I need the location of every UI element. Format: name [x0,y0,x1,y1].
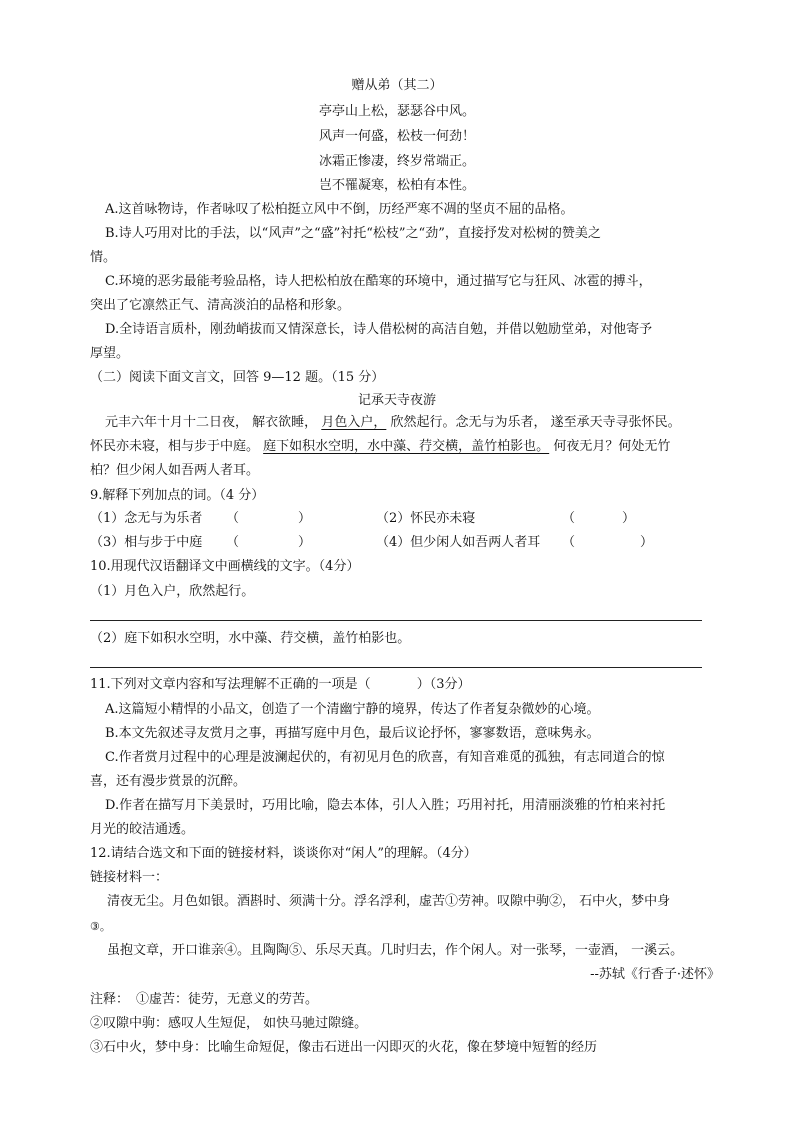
poem-option-c: C.环境的恶劣最能考验品格，诗人把松柏放在酷寒的环境中，通过描写它与狂风、冰雹的搏斗， [105,274,652,289]
q10-sentence-2: （2）庭下如积水空明，水中藻、荇交横，盖竹柏影也。 [90,631,411,646]
underlined-sentence-1: 月色入户， [321,415,387,430]
q11-option-c: C.作者赏月过程中的心理是波澜起伏的，有初见月色的欣喜，有知音难觅的孤独，有志同道合的惊 [105,750,665,765]
q11-option-c-cont: 喜，还有漫步赏景的沉醉。 [90,774,247,789]
note-2: ②叹隙中驹：感叹人生短促， 如快马驰过隙缝。 [90,1016,368,1031]
answer-line-2[interactable] [90,667,702,668]
q12-stem: 12.请结合选文和下面的链接材料，谈谈你对“闲人”的理解。（4分） [90,846,477,861]
passage-line-3: 柏？但少闲人如吾两人者耳。 [90,463,260,478]
passage-line-2 [90,438,670,455]
q9-blank-1-close: ） [298,511,312,526]
passage-text: 怀民亦未寝，相与步于中庭。 [90,439,260,454]
lyric-source: --苏轼《行香子·述怀》 [590,967,720,982]
poem-option-d-cont: 厚望。 [90,346,130,361]
q9-blank-3-open: （ [226,535,240,550]
q9-item-2: （2）怀民亦未寝 [376,511,476,526]
passage-line-1 [105,414,681,431]
q9-item-4: （4）但少闲人如吾两人者耳 [376,535,541,550]
q11-option-d: D.作者在描写月下美景时，巧用比喻，隐去本体，引人入胜；巧用衬托，用清丽淡雅的竹柏来衬托 [105,798,666,813]
link-material-label: 链接材料一： [90,870,169,885]
q11-option-b: B.本文先叙述寻友赏月之事，再描写庭中月色，最后议论抒怀，寥寥数语，意味隽永。 [105,726,600,741]
q9-item-3: （3）相与步于中庭 [90,535,203,550]
section-heading: （二）阅读下面文言文，回答 9—12 题。（15 分） [90,370,385,385]
q11-stem-score: ）（3分） [416,677,471,692]
note-3: ③石中火，梦中身：比喻生命短促，像击石迸出一闪即灭的火花，像在梦境中短暂的经历 [90,1040,598,1055]
poem-option-d: D.全诗语言质朴，刚劲峭拔而又情深意长，诗人借松树的高洁自勉，并借以勉励堂弟，对他寄予 [105,322,653,337]
passage-text: 欣然起行。念无与为乐者， [390,415,547,430]
passage-text: 解衣欲睡， [252,415,318,430]
poem-line-4: 岂不罹凝寒，松柏有本性。 [318,178,475,193]
q11-option-d-cont: 月光的皎洁通透。 [90,822,195,837]
answer-line-1[interactable] [90,620,702,621]
q9-item-1: （1）念无与为乐者 [90,511,203,526]
q11-stem-text: 11.下列对文章内容和写法理解不正确的一项是（ [90,677,371,692]
poem-line-2: 风声一何盛，松枝一何劲！ [318,129,475,144]
passage-text: 遂至承天寺寻张怀民。 [550,415,681,430]
q11-stem [90,676,470,693]
passage-title: 记承天寺夜游 [357,393,436,408]
q9-blank-2-close: ） [622,511,636,526]
q9-blank-2-open: （ [562,511,576,526]
lyric-line-2: 虽抱文章，开口谁亲④。且陶陶⑤、乐尽天真。几时归去，作个闲人。对一张琴，一壶酒， 一溪云。 [107,943,684,958]
lyric-line-1-cont: ③。 [90,920,111,933]
poem-option-b: B.诗人巧用对比的手法，以“风声”之“盛”衬托“松枝”之“劲”，直接抒发对松树的赞美之 [105,226,601,241]
lyric-line-1: 清夜无尘。月色如银。酒斟时、须满十分。浮名浮利，虚苦①劳神。叹隙中驹②， 石中火，梦中身 [107,894,671,909]
underlined-sentence-2: 庭下如积水空明，水中藻、荇交横，盖竹柏影也。 [263,439,550,454]
poem-option-b-cont: 情。 [90,250,117,265]
poem-line-3: 冰霜正惨凄，终岁常端正。 [318,154,475,169]
poem-title: 赠从弟（其二） [351,78,443,93]
note-1: ①虚苦：徒劳，无意义的劳苦。 [136,992,319,1007]
q9-blank-4-close: ） [640,535,654,550]
q9-blank-3-close: ） [298,535,312,550]
q9-blank-4-open: （ [562,535,576,550]
poem-line-1: 亭亭山上松，瑟瑟谷中风。 [318,104,475,119]
q10-sentence-1: （1）月色入户，欣然起行。 [90,584,255,599]
q11-option-a: A.这篇短小精悍的小品文，创造了一个清幽宁静的境界，传达了作者复杂微妙的心境。 [105,702,600,717]
q9-stem: 9.解释下列加点的词。（4 分） [90,488,265,503]
passage-text: 何夜无月？何处无竹 [553,439,671,454]
notes-label: 注释： [90,992,130,1007]
q10-stem: 10.用现代汉语翻译文中画横线的文字。（4分） [90,559,360,574]
passage-text: 元丰六年十月十二日夜， [105,415,249,430]
poem-option-c-cont: 突出了它凛然正气、清高淡泊的品格和形象。 [90,298,351,313]
q9-blank-1-open: （ [226,511,240,526]
poem-option-a: A.这首咏物诗，作者咏叹了松柏挺立风中不倒，历经严寒不凋的坚贞不屈的品格。 [105,202,574,217]
